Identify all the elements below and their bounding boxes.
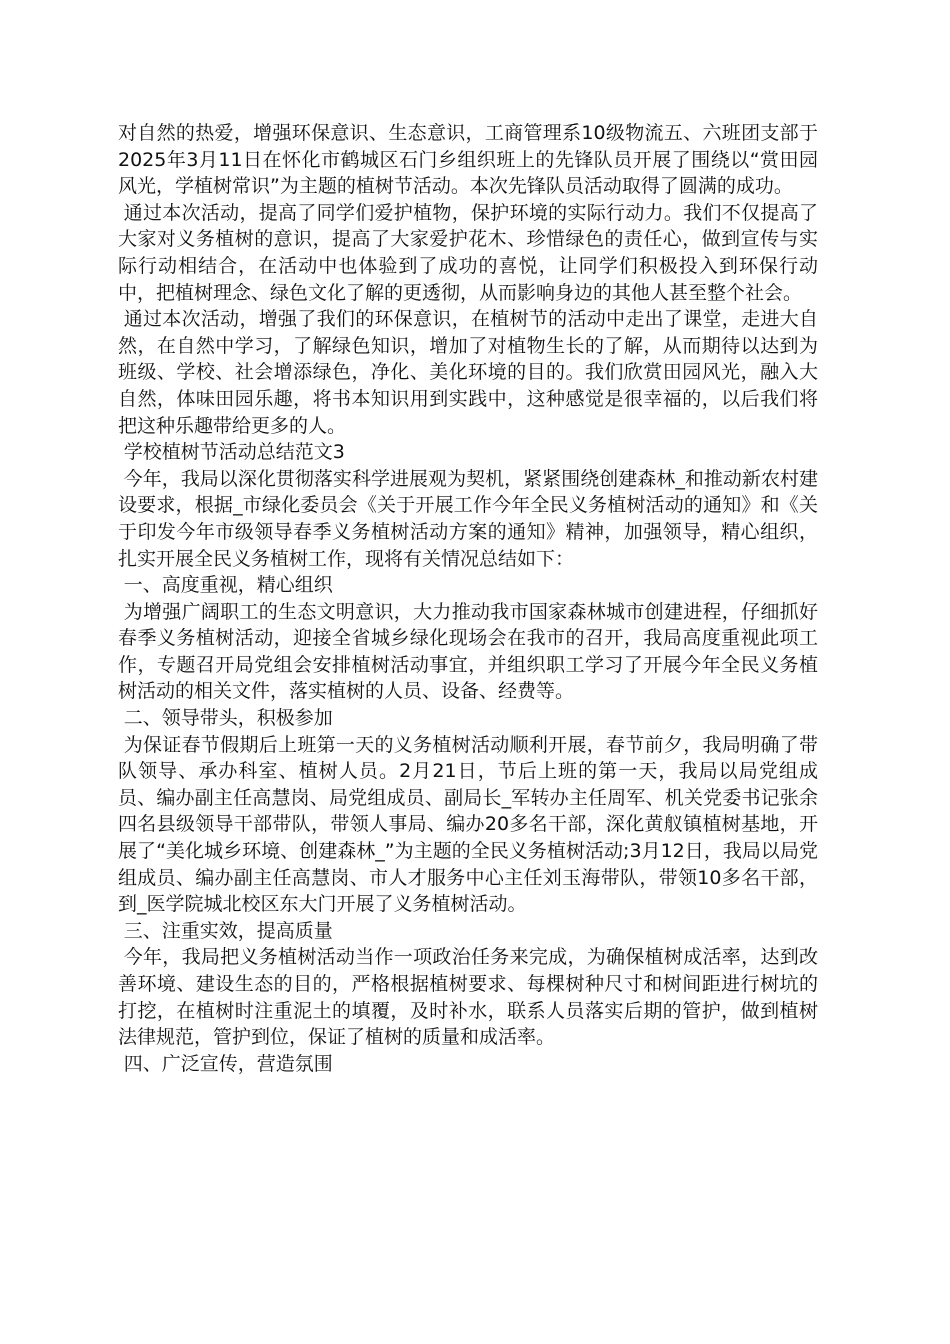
body-paragraph-6: 为保证春节假期后上班第一天的义务植树活动顺利开展，春节前夕，我局明确了带队领导、承办科室、植树人员。2月21日，节后上班的第一天，我局以局党组成员、编办副主任高慧岗、局党组成员、副局长_军转办主任周军、机关党委书记张余四名县级领导干部带队，带领人事局、编办20多名干部，深化黄舣镇植树基地，开展了“美化城乡环境、创建森林_”为主题的全民义务植树活动;3月12日，我局以局党组成员、编办副主任高慧岗、市人才服务中心主任刘玉海带队，带领10多名干部，到_医学院城北校区东大门开展了义务植树活动。 — [118, 733, 818, 916]
heading-4: 四、广泛宣传，营造氛围 — [123, 1052, 333, 1075]
heading-1: 一、高度重视，精心组织 — [123, 574, 333, 597]
heading-3: 三、注重实效，提高质量 — [123, 919, 333, 942]
body-paragraph-2: 通过本次活动，提高了同学们爱护植物，保护环境的实际行动力。我们不仅提高了大家对义务植树的意识，提高了大家爱护花木、珍惜绿色的责任心，做到宣传与实际行动相结合，在活动中也体验到了成功的喜悦，让同学们积极投入到环保行动中，把植树理念、绿色文化了解的更透彻，从而影响身边的其他人甚至整个社会。 — [118, 201, 818, 304]
document-page — [118, 120, 818, 1077]
body-paragraph-3: 通过本次活动，增强了我们的环保意识，在植树节的活动中走出了课堂，走进大自然，在自然中学习，了解绿色知识，增加了对植物生长的了解，从而期待以达到为班级、学校、社会增添绿色，净化、美化环境的目的。我们欣赏田园风光，融入大自然，体味田园乐趣，将书本知识用到实践中，这种感觉是很幸福的，以后我们将把这种乐趣带给更多的人。 — [118, 308, 818, 437]
section-title: 学校植树节活动总结范文3 — [123, 441, 345, 464]
heading-2: 二、领导带头，积极参加 — [123, 707, 333, 730]
body-paragraph-7: 今年，我局把义务植树活动当作一项政治任务来完成，为确保植树成活率，达到改善环境、建设生态的目的，严格根据植树要求、每棵树种尺寸和树间距进行树坑的打挖，在植树时注重泥土的填覆，及时补水，联系人员落实后期的管护，做到植树法律规范，管护到位，保证了植树的质量和成活率。 — [118, 946, 818, 1049]
body-paragraph-4: 今年，我局以深化贯彻落实科学进展观为契机，紧紧围绕创建森林_和推动新农村建设要求，根据_市绿化委员会《关于开展工作今年全民义务植树活动的通知》和《关于印发今年市级领导春季义务植树活动方案的通知》精神，加强领导，精心组织，扎实开展全民义务植树工作，现将有关情况总结如下： — [118, 467, 818, 570]
body-paragraph-1: 对自然的热爱，增强环保意识、生态意识，工商管理系10级物流五、六班团支部于2025年3月11日在怀化市鹤城区石门乡组织班上的先锋队员开展了围绕以“赏田园风光，学植树常识”为主题的植树节活动。本次先锋队员活动取得了圆满的成功。 — [118, 122, 818, 198]
body-paragraph-5: 为增强广阔职工的生态文明意识，大力推动我市国家森林城市创建进程，仔细抓好春季义务植树活动，迎接全省城乡绿化现场会在我市的召开，我局高度重视此项工作，专题召开局党组会安排植树活动事宜，并组织职工学习了开展今年全民义务植树活动的相关文件，落实植树的人员、设备、经费等。 — [118, 600, 818, 703]
